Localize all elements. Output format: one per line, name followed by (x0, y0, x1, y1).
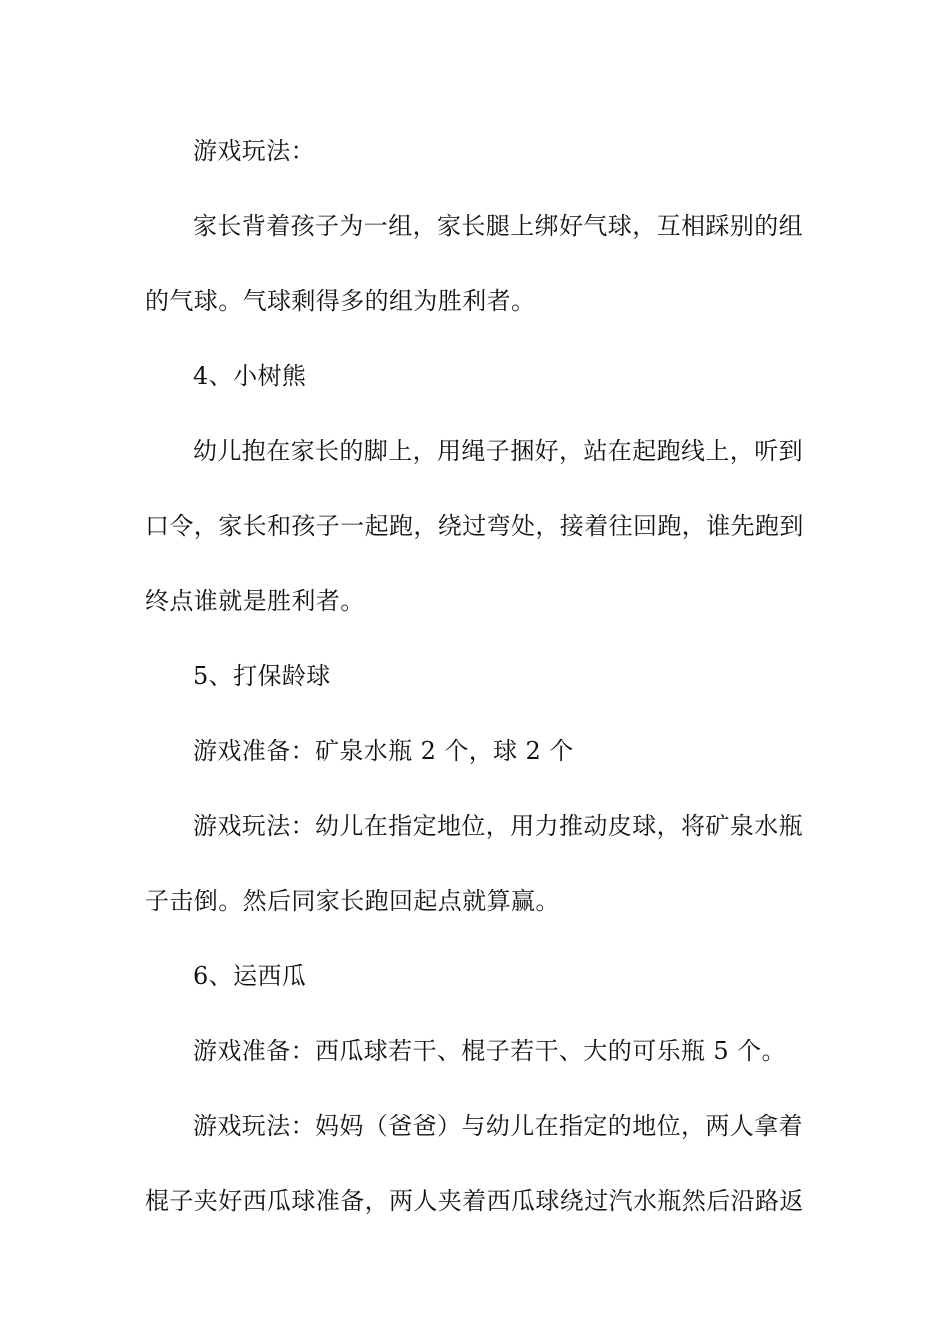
paragraph-line: 的气球。气球剩得多的组为胜利者。 (145, 287, 536, 315)
section-heading: 5、打保龄球 (193, 662, 331, 690)
paragraph-line: 游戏玩法： (193, 137, 315, 165)
paragraph-line: 游戏玩法：幼儿在指定地位，用力推动皮球，将矿泉水瓶 (193, 812, 803, 840)
paragraph-line: 游戏准备：西瓜球若干、棍子若干、大的可乐瓶 5 个。 (193, 1037, 786, 1065)
paragraph-line: 家长背着孩子为一组，家长腿上绑好气球，互相踩别的组 (193, 212, 803, 240)
paragraph-line: 游戏准备：矿泉水瓶 2 个，球 2 个 (193, 737, 574, 765)
paragraph-line: 子击倒。然后同家长跑回起点就算赢。 (145, 887, 560, 915)
section-heading: 4、小树熊 (193, 362, 307, 390)
section-heading: 6、运西瓜 (193, 962, 307, 990)
paragraph-line: 终点谁就是胜利者。 (145, 587, 365, 615)
paragraph-line: 幼儿抱在家长的脚上，用绳子捆好，站在起跑线上，听到 (193, 437, 803, 465)
paragraph-line: 棍子夹好西瓜球准备，两人夹着西瓜球绕过汽水瓶然后沿路返 (145, 1187, 804, 1215)
paragraph-line: 游戏玩法：妈妈（爸爸）与幼儿在指定的地位，两人拿着 (193, 1112, 803, 1140)
paragraph-line: 口令，家长和孩子一起跑，绕过弯处，接着往回跑，谁先跑到 (145, 512, 804, 540)
